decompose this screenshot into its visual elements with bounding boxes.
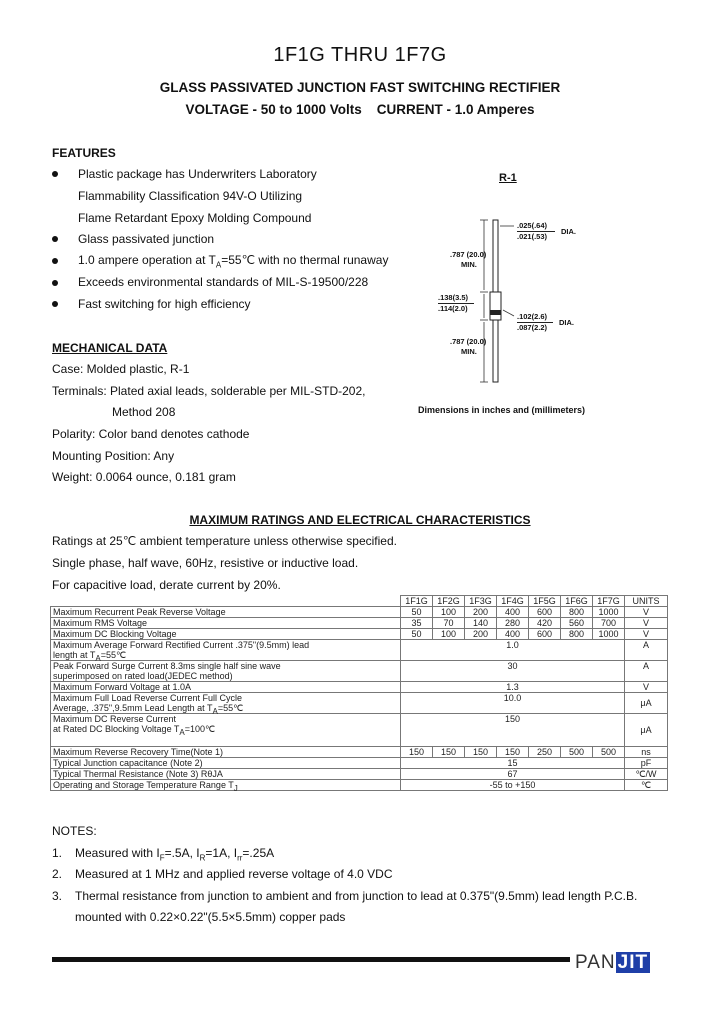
table-cell: A [625,661,668,682]
document-title: 1F1G THRU 1F7G [273,44,447,66]
table-cell: 35 [401,618,433,629]
footer-rule [52,957,570,962]
table-cell: Typical Junction capacitance (Note 2) [51,758,401,769]
ratings-line: Ratings at 25℃ ambient temperature unless otherwise specified. [52,534,397,548]
feature-item: Fast switching for high efficiency [78,297,251,311]
mech-line: Weight: 0.0064 ounce, 0.181 gram [52,470,236,484]
table-cell: 500 [561,747,593,758]
dia-label: DIA. [561,227,576,236]
bullet-icon [52,171,58,177]
bullet-icon [52,301,58,307]
min-label: MIN. [461,260,477,269]
feature-item: Flammability Classification 94V-O Utilizing [78,189,303,203]
mech-line: Mounting Position: Any [52,449,175,463]
table-cell: 140 [465,618,497,629]
table-cell: Peak Forward Surge Current 8.3ms single half sine wave superimposed on rated load(JEDEC method) [51,661,401,682]
table-cell: 250 [529,747,561,758]
table-cell: 700 [593,618,625,629]
body-length-min: .114(2.0) [438,304,468,313]
note-number: 1. [52,846,63,860]
table-cell: 15 [401,758,625,769]
table-row [51,714,668,747]
table-cell: 1.0 [401,640,625,661]
mech-line: Terminals: Plated axial leads, solderable per MIL-STD-202, [52,384,366,398]
table-row [51,607,668,618]
notes-heading: NOTES: [52,824,97,838]
table-cell: 600 [529,629,561,640]
table-cell: 1000 [593,629,625,640]
table-cell: μA [625,693,668,714]
table-cell: V [625,629,668,640]
table-cell: 67 [401,769,625,780]
bullet-icon [52,280,58,286]
note-2: Measured at 1 MHz and applied reverse voltage of 4.0 VDC [75,867,393,881]
col-header: 1F4G [497,596,529,607]
table-cell: 50 [401,629,433,640]
table-cell: 200 [465,607,497,618]
feature-item: 1.0 ampere operation at $T_A=55℃$ with no thermal runaway [78,253,389,270]
document-subtitle: GLASS PASSIVATED JUNCTION FAST SWITCHING RECTIFIER [159,80,561,95]
table-row [51,629,668,640]
col-header: 1F3G [465,596,497,607]
mech-line: Polarity: Color band denotes cathode [52,427,250,441]
table-cell: Maximum DC Reverse Current at Rated DC Blocking Voltage $T_A=100℃$ [51,714,401,747]
table-cell: 100 [433,607,465,618]
table-cell: 150 [465,747,497,758]
table-row [51,780,668,791]
features-heading: FEATURES [52,146,116,160]
note-number: 2. [52,867,63,881]
bullet-icon [52,258,58,264]
col-header: 1F2G [433,596,465,607]
table-cell: 150 [401,714,625,747]
table-cell: Maximum Full Load Reverse Current Full Cycle Average, .375",9.5mm Lead Length at $T_A=55℃$ [51,693,401,714]
package-label: R-1 [499,172,517,184]
col-header: 1F7G [593,596,625,607]
table-cell: Maximum RMS Voltage [51,618,401,629]
table-row [51,693,668,714]
feature-item: Flame Retardant Epoxy Molding Compound [78,211,312,225]
table-cell: 400 [497,607,529,618]
table-row [51,769,668,780]
table-cell: 30 [401,661,625,682]
table-cell: 70 [433,618,465,629]
lead-dia-max: .025(.64) [517,221,548,230]
table-cell: 150 [433,747,465,758]
table-cell: ℃ [625,780,668,791]
table-cell: 200 [465,629,497,640]
table-row [51,618,668,629]
table-cell: 100 [433,629,465,640]
table-cell: V [625,607,668,618]
table-row [51,747,668,758]
ratings-table [50,595,668,791]
table-cell: Operating and Storage Temperature Range $T_J$ [51,780,401,791]
body-dia-max: .102(2.6) [517,312,548,321]
table-cell: 10.0 [401,693,625,714]
ratings-line: Single phase, half wave, 60Hz, resistive or inductive load. [52,556,359,570]
mech-line: Method 208 [112,405,176,419]
table-row [51,758,668,769]
lead-length-bottom: .787 (20.0) [450,337,487,346]
col-header: 1F6G [561,596,593,607]
table-cell: 50 [401,607,433,618]
table-row [51,682,668,693]
diagram-caption: Dimensions in inches and (millimeters) [418,405,586,415]
table-cell: Maximum Forward Voltage at 1.0A [51,682,401,693]
table-cell: 400 [497,629,529,640]
table-cell: Typical Thermal Resistance (Note 3) RθJA [51,769,401,780]
feature-item: Plastic package has Underwriters Laboratory [78,167,317,181]
table-cell: μA [625,714,668,747]
table-header-row [51,596,668,607]
lead-dia-min: .021(.53) [517,232,548,241]
table-cell: Maximum DC Blocking Voltage [51,629,401,640]
ratings-heading: MAXIMUM RATINGS AND ELECTRICAL CHARACTERISTICS [189,513,531,527]
table-cell: 420 [529,618,561,629]
table-cell: 150 [497,747,529,758]
table-row [51,640,668,661]
table-cell: 1000 [593,607,625,618]
note-1: Measured with $I_F=.5A$, $I_R=1A$, $I_{rr}=.25A$ [75,846,275,863]
col-header: 1F5G [529,596,561,607]
note-3: Thermal resistance from junction to ambient and from junction to lead at 0.375"(9.5mm) lead length P.C.B. [75,889,638,903]
table-cell: ns [625,747,668,758]
note-number: 3. [52,889,63,903]
min-label: MIN. [461,347,477,356]
mechanical-heading: MECHANICAL DATA [52,341,168,355]
bullet-icon [52,236,58,242]
table-cell [51,596,401,607]
table-row [51,661,668,682]
table-cell: V [625,682,668,693]
table-cell: 150 [401,747,433,758]
table-cell: ℃/W [625,769,668,780]
feature-item: Glass passivated junction [78,232,215,246]
body-length-max: .138(3.5) [438,293,469,302]
table-cell: A [625,640,668,661]
table-cell: -55 to +150 [401,780,625,791]
table-cell: 800 [561,607,593,618]
table-cell: 1.3 [401,682,625,693]
table-cell: Maximum Average Forward Rectified Current .375"(9.5mm) lead length at $T_A=55℃$ [51,640,401,661]
col-header: UNITS [625,596,668,607]
ratings-line: For capacitive load, derate current by 20%. [52,578,281,592]
note-3-continued: mounted with 0.22×0.22"(5.5×5.5mm) copper pads [75,910,346,924]
table-cell: V [625,618,668,629]
feature-item: Exceeds environmental standards of MIL-S-19500/228 [78,275,369,289]
panjit-logo: PAN JIT [575,952,649,973]
table-cell: 500 [593,747,625,758]
table-cell: 800 [561,629,593,640]
voltage-current-rating: VOLTAGE - 50 to 1000 Volts CURRENT - 1.0 Amperes [185,102,535,117]
mech-line: Case: Molded plastic, R-1 [52,362,190,376]
col-header: 1F1G [401,596,433,607]
table-cell: Maximum Reverse Recovery Time(Note 1) [51,747,401,758]
table-cell: pF [625,758,668,769]
lead-length-top: .787 (20.0) [450,250,487,259]
table-cell: 600 [529,607,561,618]
dia-label: DIA. [559,318,574,327]
table-cell: 280 [497,618,529,629]
table-cell: 560 [561,618,593,629]
table-cell: Maximum Recurrent Peak Reverse Voltage [51,607,401,618]
body-dia-min: .087(2.2) [517,323,548,332]
